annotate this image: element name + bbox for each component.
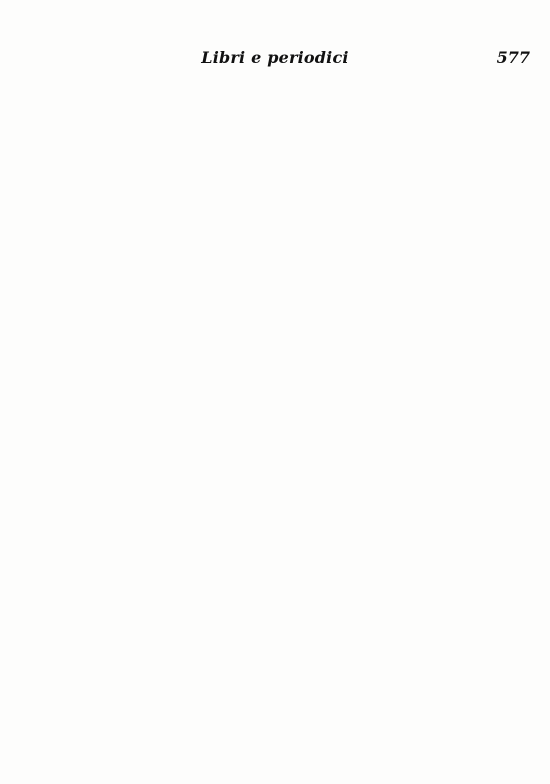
header-title: Libri e periodici [201, 48, 349, 67]
running-header [0, 48, 550, 70]
main-text-area [58, 82, 528, 762]
page-number: 577 [496, 48, 530, 67]
text-area-placeholder [58, 84, 528, 762]
